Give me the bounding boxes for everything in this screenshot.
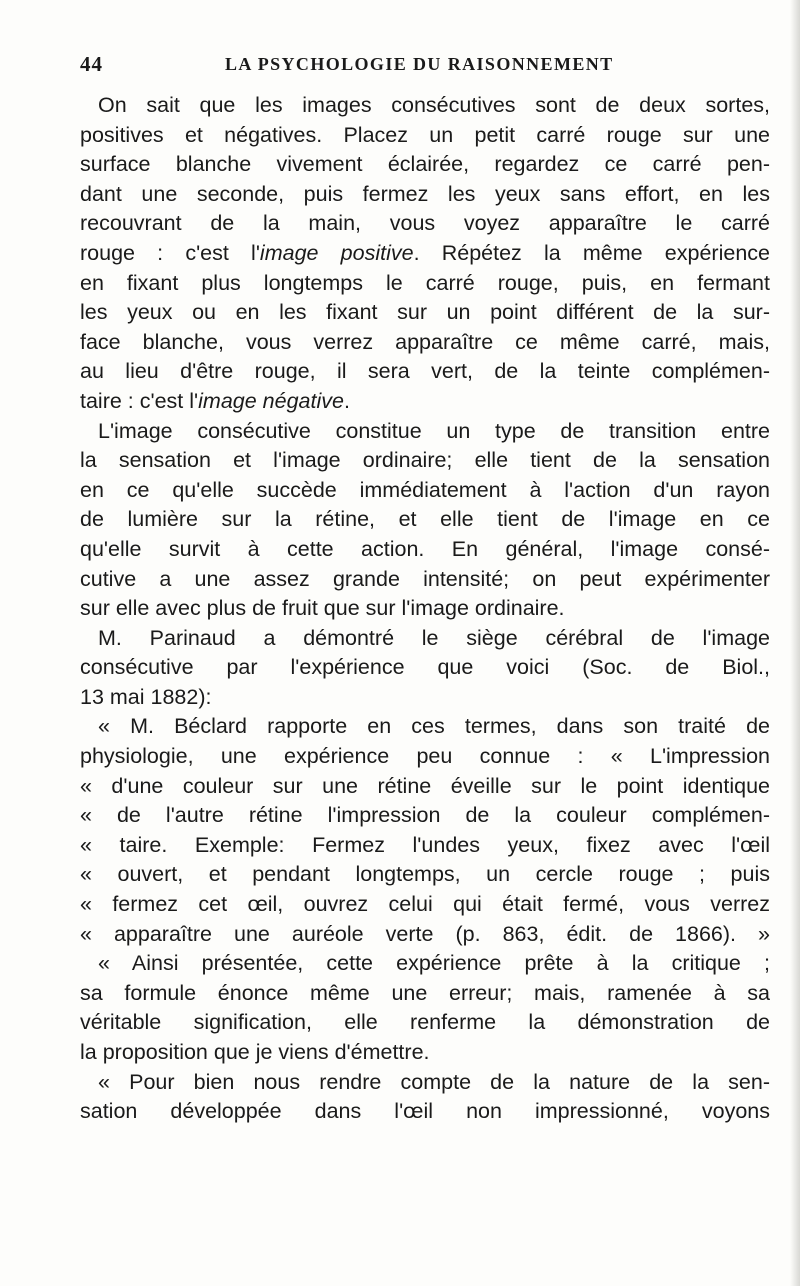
- text-line: face blanche, vous verrez apparaître ce même carré, mais,: [80, 329, 770, 354]
- emphasis: image positive: [259, 240, 414, 265]
- text-line: « ouvert, et pendant longtemps, un cercle rouge ; puis: [80, 862, 770, 887]
- text-line: véritable signification, elle renferme la démonstration de: [80, 1010, 770, 1035]
- text-line: « Pour bien nous rendre compte de la nature de la sen-: [98, 1069, 770, 1094]
- text-line: cutive a une assez grande intensité; on peut expérimenter: [80, 566, 770, 591]
- text-line: surface blanche vivement éclairée, regardez ce carré pen-: [80, 152, 770, 177]
- page-edge-shadow: [790, 0, 800, 1286]
- text-line: L'image consécutive constitue un type de transition entre: [98, 418, 770, 443]
- text-line: dant une seconde, puis fermez les yeux sans effort, en les: [80, 181, 770, 206]
- text-line: qu'elle survit à cette action. En général, l'image consé-: [80, 536, 770, 561]
- text-line: rouge : c'est l'image positive. Répétez la même expérience: [80, 240, 770, 265]
- text-line: sation développée dans l'œil non impressionné, voyons: [80, 1099, 770, 1124]
- text-line: On sait que les images consécutives sont de deux sortes,: [98, 93, 770, 117]
- body-text: [80, 91, 770, 1127]
- text-line: « Ainsi présentée, cette expérience prête à la critique ;: [98, 951, 770, 976]
- text-line: positives et négatives. Placez un petit carré rouge sur une: [80, 122, 770, 147]
- text-line: consécutive par l'expérience que voici (Soc. de Biol.,: [80, 655, 770, 680]
- text-line: au lieu d'être rouge, il sera vert, de la teinte complémen-: [80, 359, 770, 384]
- text-line: la proposition que je viens d'émettre.: [80, 1040, 430, 1064]
- page-number: 44: [80, 52, 103, 76]
- text-line: M. Parinaud a démontré le siège cérébral de l'image: [98, 625, 770, 650]
- text-line: sa formule énonce même une erreur; mais, ramenée à sa: [80, 980, 770, 1005]
- text-line: « fermez cet œil, ouvrez celui qui était fermé, vous verrez: [80, 892, 770, 917]
- emphasis: image négative: [198, 388, 344, 413]
- text-line: « taire. Exemple: Fermez l'undes yeux, fixez avec l'œil: [80, 832, 770, 857]
- text-line: recouvrant de la main, vous voyez apparaître le carré: [80, 211, 770, 236]
- text-line: taire : c'est l'image négative.: [80, 388, 350, 413]
- text-line: « apparaître une auréole verte (p. 863, édit. de 1866). »: [80, 921, 770, 946]
- text-line: « M. Béclard rapporte en ces termes, dans son traité de: [98, 714, 770, 739]
- running-head: LA PSYCHOLOGIE DU RAISONNEMENT: [225, 54, 614, 74]
- text-line: en fixant plus longtemps le carré rouge, puis, en fermant: [80, 270, 770, 295]
- text-line: la sensation et l'image ordinaire; elle tient de la sensation: [80, 448, 770, 473]
- text-line: les yeux ou en les fixant sur un point différent de la sur-: [80, 300, 770, 325]
- page-header: [80, 52, 780, 78]
- text-line: de lumière sur la rétine, et elle tient de l'image en ce: [80, 507, 770, 532]
- text-line: « d'une couleur sur une rétine éveille sur le point identique: [80, 773, 770, 798]
- text-line: physiologie, une expérience peu connue : « L'impression: [80, 744, 770, 769]
- text-line: en ce qu'elle succède immédiatement à l'action d'un rayon: [80, 477, 770, 502]
- text-line: « de l'autre rétine l'impression de la couleur complémen-: [80, 803, 770, 828]
- text-line: sur elle avec plus de fruit que sur l'image ordinaire.: [80, 596, 565, 621]
- text-line: 13 mai 1882):: [80, 684, 212, 709]
